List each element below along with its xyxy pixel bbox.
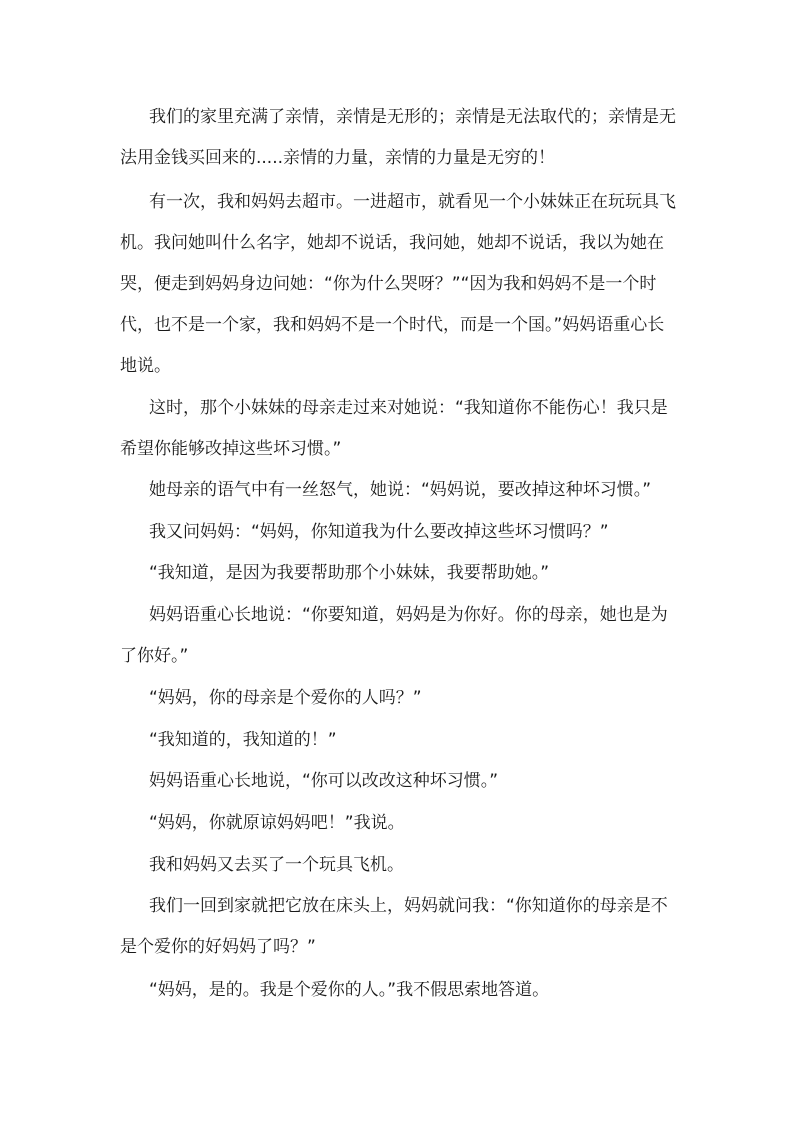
paragraph-14: “妈妈，是的。我是个爱你的人。”我不假思索地答道。: [149, 980, 550, 1000]
paragraph-5: 我又问妈妈：“妈妈，你知道我为什么要改掉这些坏习惯吗？”: [149, 522, 609, 542]
paragraph-9: “我知道的，我知道的！”: [149, 730, 337, 750]
paragraph-4: 她母亲的语气中有一丝怒气，她说：“妈妈说，要改掉这种坏习惯。”: [149, 480, 652, 500]
paragraph-10: 妈妈语重心长地说，“你可以改改这种坏习惯。”: [149, 771, 499, 791]
paragraph-7: 妈妈语重心长地说：“你要知道，妈妈是为你好。你的母亲，她也是为了你好。”: [120, 605, 668, 666]
paragraph-1: 我们的家里充满了亲情，亲情是无形的；亲情是无法取代的；亲情是无法用金钱买回来的.....亲情的力量，亲情的力量是无穷的！: [120, 107, 676, 168]
paragraph-2: 有一次，我和妈妈去超市。一进超市，就看见一个小妹妹正在玩玩具飞机。我问她叫什么名字，她却不说话，我问她，她却不说话，我以为她在哭，便走到妈妈身边问她：“你为什么哭呀？”“因为我和妈妈不是一个时代，也不是一个家，我和妈妈不是一个时代，而是一个国。”妈妈语重心长地说。: [120, 192, 676, 376]
paragraph-6: “我知道，是因为我要帮助那个小妹妹，我要帮助她。”: [149, 563, 550, 583]
paragraph-13: 我们一回到家就把它放在床头上，妈妈就问我：“你知道你的母亲是不是个爱你的好妈妈了吗？”: [120, 896, 668, 957]
paragraph-11: “妈妈，你就原谅妈妈吧！”我说。: [149, 813, 405, 833]
paragraph-12: 我和妈妈又去买了一个玩具飞机。: [149, 855, 404, 875]
paragraph-8: “妈妈，你的母亲是个爱你的人吗？”: [149, 688, 422, 708]
paragraph-3: 这时，那个小妹妹的母亲走过来对她说：“我知道你不能伤心！我只是希望你能够改掉这些坏习惯。”: [120, 398, 668, 459]
